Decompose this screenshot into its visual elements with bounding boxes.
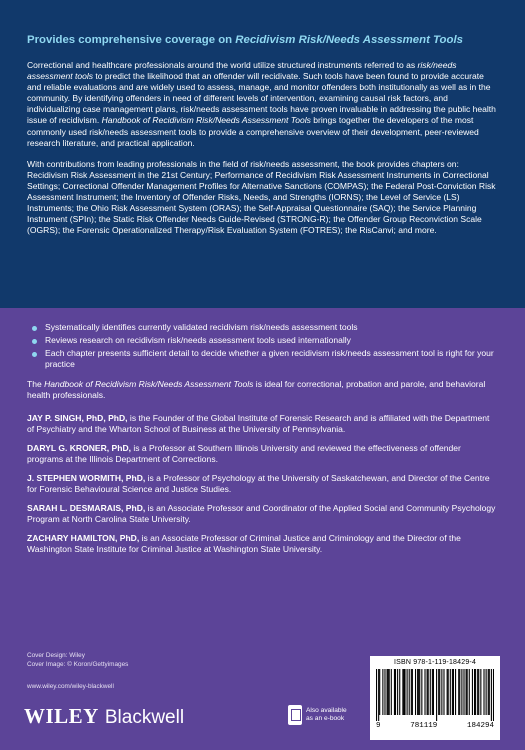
audience-paragraph: The Handbook of Recidivism Risk/Needs Assessment Tools is ideal for correctional, probation and parole, and behavioral health professionals. <box>27 379 486 401</box>
isbn-label: ISBN 978-1-119-18429-4 <box>393 659 477 666</box>
ebook-icon <box>288 705 302 725</box>
feature-item: Reviews research on recidivism risk/needs assessment tools used internationally <box>27 335 498 346</box>
blackwell-wordmark: Blackwell <box>104 707 185 728</box>
author-bio: JAY P. SINGH, PhD, PhD, is the Founder of the Global Institute of Forensic Research and is affiliated with the Department of Psychiatry and the Wharton School of Business at the University of Pennsylvania. <box>27 412 490 434</box>
top-section <box>0 0 525 308</box>
ebook-notice: Also available as an e-book <box>288 705 347 725</box>
chapters-paragraph: With contributions from leading professionals in the field of risk/needs assessment, the book provides chapters on: Recidivism Risk Assessment in the 21st Century; Performance of Recidivism Risk Assessment Instruments in Correctional Settings; Correctional Offender Management Profiles for Alternative Sanctions (COMPAS); the Federal Post-Conviction Risk Assessment Instrument; the Inventory of Offender Risks, Needs, and Strengths (IORNS); the Level of Service (LS) Instruments; the Ohio Risk Assessment System (ORAS); the Self-Appraisal Questionnaire (SAQ); the Service Planning Instrument (SPIn); the Static Risk Offender Needs Guide-Revised (STRONG-R); the Offender Group Reconviction Scale (OGRS); the Forensic Operationalized Therapy/Risk Evaluation System (FOTRES); the RisCanvi; and more. <box>27 158 496 236</box>
author-bio: SARAH L. DESMARAIS, PhD, is an Associate Professor and Coordinator of the Applied Social and Community Psychology Program at North Carolina State University. <box>27 503 496 525</box>
author-bio: J. STEPHEN WORMITH, PhD, is a Professor of Psychology at the University of Saskatchewan, and Director of the Centre for Forensic Behavioural Science and Justice Studies. <box>27 472 490 495</box>
feature-item: Each chapter presents sufficient detail to decide whether a given recidivism risk/needs assessment tool is right for your practice <box>27 348 498 370</box>
wiley-wordmark: WILEY <box>24 704 99 728</box>
cover-heading: Provides comprehensive coverage on Recidivism Risk/Needs Assessment Tools <box>27 34 463 46</box>
author-bio: DARYL G. KRONER, PhD, is a Professor at Southern Illinois University and reviewed the effectiveness of offender programs at the Illinois Department of Corrections. <box>27 442 461 464</box>
publisher-logo <box>24 704 184 729</box>
barcode <box>370 656 500 740</box>
publisher-url[interactable]: www.wiley.com/wiley-blackwell <box>27 683 114 690</box>
barcode-digits: 9 781119 184294 <box>376 722 494 730</box>
bullet-icon <box>32 352 37 357</box>
bullet-icon <box>32 339 37 344</box>
feature-item: Systematically identifies currently validated recidivism risk/needs assessment tools <box>27 322 498 333</box>
bullet-icon <box>32 326 37 331</box>
feature-list <box>27 322 498 370</box>
barcode-bars-icon <box>376 669 494 721</box>
description-paragraph: Correctional and healthcare professionals around the world utilize structured instruments referred to as risk/needs assessment tools to predict the likelihood that an offender will recidivate. Such tools have been found to provide accurate and reliable evaluations and are widely used to assess, manage, and monitor offenders both institutionally as well as in the community. By identifying offenders in need of different levels of intervention, examining causal risk factors, and individualizing case management plans, risk/needs assessment tools have proven invaluable in addressing the public health issue of recidivism. Handbook of Recidivism Risk/Needs Assessment Tools brings together the developers of the most commonly used risk/needs assessment tools to provide a comprehensive overview of their development, peer-reviewed research literature, and practical application. <box>27 60 496 148</box>
author-bio: ZACHARY HAMILTON, PhD, is an Associate Professor of Criminal Justice and Criminology and the Director of the Washington State Institute for Criminal Justice at Washington State University. <box>27 533 461 555</box>
cover-credits: Cover Design: Wiley Cover Image: © Koron/Gettyimages <box>27 652 129 669</box>
